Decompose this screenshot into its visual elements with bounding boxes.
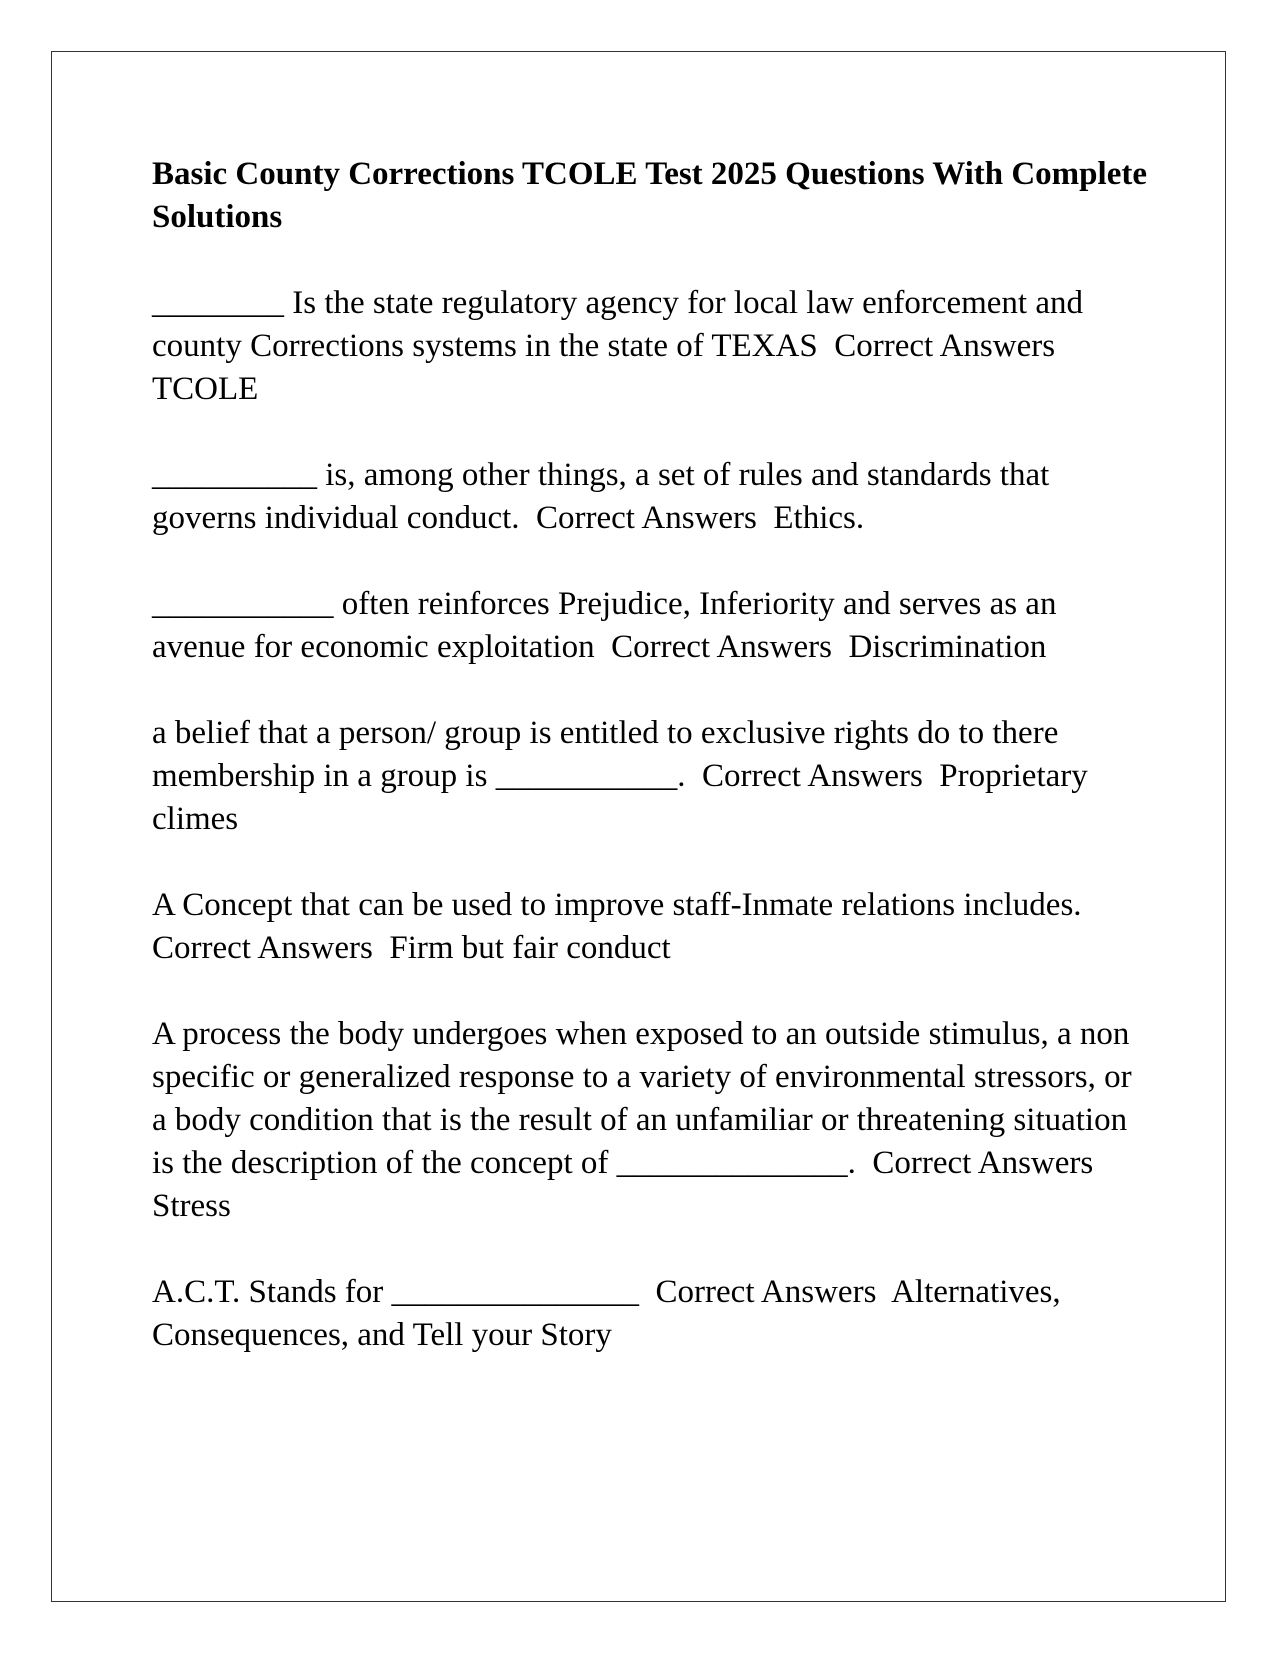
question-item: ________ Is the state regulatory agency for local law enforcement and county Corrections systems in the state of TEXAS Correct Answers TCOLE bbox=[152, 285, 1092, 407]
question-item: A process the body undergoes when exposed to an outside stimulus, a non specific or generalized response to a variety of environmental stressors, or a body condition that is the result of an unfamiliar or threatening situation is the description of the concept of ______________. Correct Answers Stress bbox=[152, 1016, 1140, 1224]
document-title: Basic County Corrections TCOLE Test 2025 Questions With Complete Solutions bbox=[152, 156, 1147, 235]
question-item: __________ is, among other things, a set of rules and standards that governs individual conduct. Correct Answers Ethics. bbox=[152, 457, 1058, 536]
document-content bbox=[152, 153, 1152, 1400]
question-item: A.C.T. Stands for _______________ Correct Answers Alternatives, Consequences, and Tell your Story bbox=[152, 1274, 1069, 1353]
document-page bbox=[51, 51, 1226, 1602]
question-item: A Concept that can be used to improve staff-Inmate relations includes. Correct Answers Firm but fair conduct bbox=[152, 887, 1099, 966]
question-item: ___________ often reinforces Prejudice, Inferiority and serves as an avenue for economic exploitation Correct Answers Discrimination bbox=[152, 586, 1065, 665]
question-item: a belief that a person/ group is entitled to exclusive rights do to there membership in a group is ___________. Correct Answers Proprietary climes bbox=[152, 715, 1097, 837]
